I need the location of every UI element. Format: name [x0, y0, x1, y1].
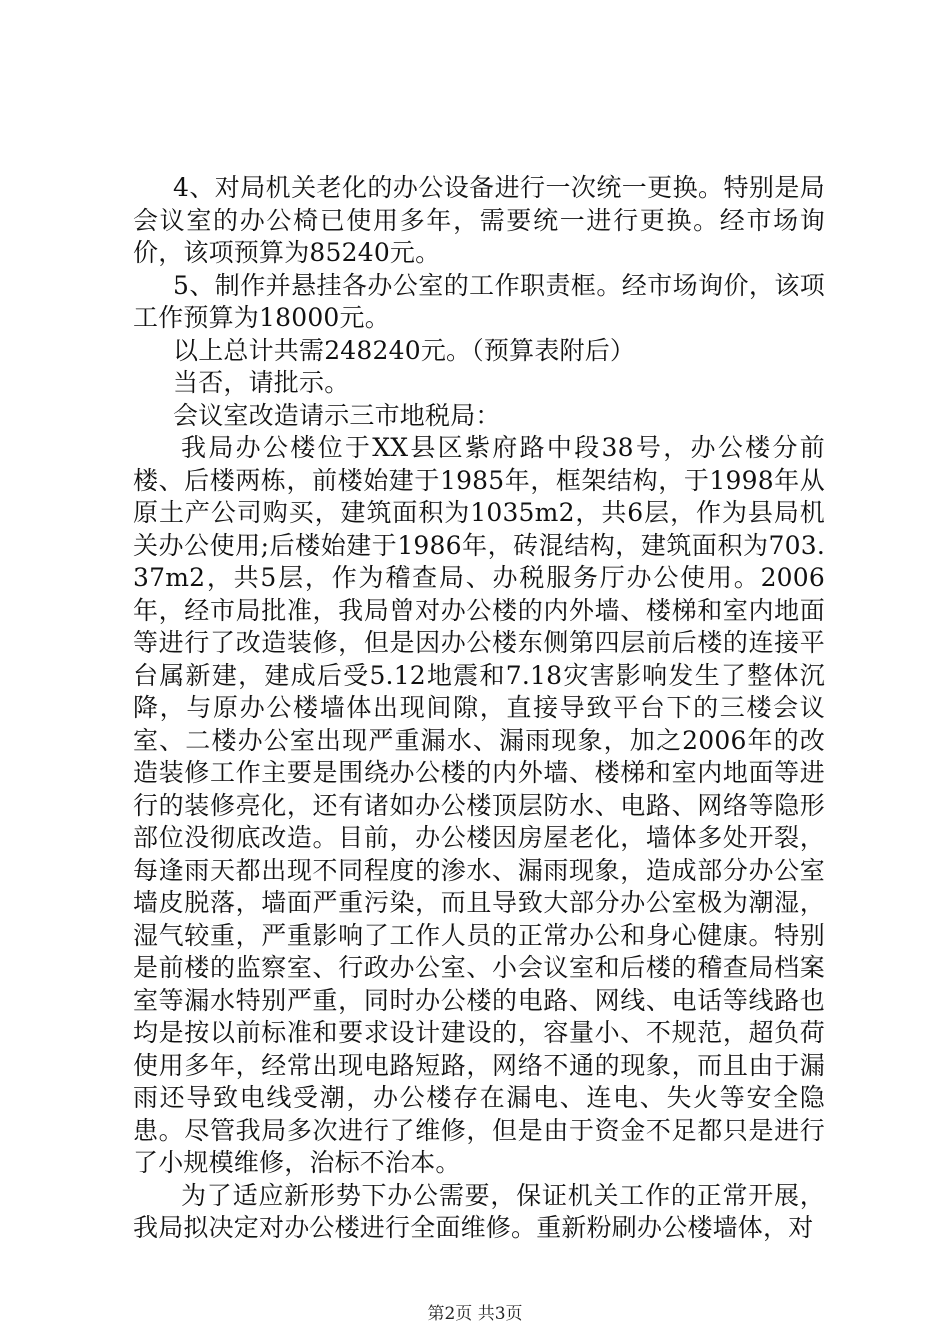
document-body	[133, 172, 825, 1245]
paragraph-building-situation: 我局办公楼位于XX县区紫府路中段38号，办公楼分前楼、后楼两栋，前楼始建于1985年，框架结构，于1998年从原土产公司购买，建筑面积为1035m2，共6层，作为县局机关办公使用;后楼始建于1986年，砖混结构，建筑面积为703.37m2，共5层，作为稽查局、办税服务厅办公使用。2006年，经市局批准，我局曾对办公楼的内外墙、楼梯和室内地面等进行了改造装修，但是因办公楼东侧第四层前后楼的连接平台属新建，建成后受5.12地震和7.18灾害影响发生了整体沉降，与原办公楼墙体出现间隙，直接导致平台下的三楼会议室、二楼办公室出现严重漏水、漏雨现象，加之2006年的改造装修工作主要是围绕办公楼的内外墙、楼梯和室内地面等进行的装修亮化，还有诸如办公楼顶层防水、电路、网络等隐形部位没彻底改造。目前，办公楼因房屋老化，墙体多处开裂，每逢雨天都出现不同程度的渗水、漏雨现象，造成部分办公室墙皮脱落，墙面严重污染，而且导致大部分办公室极为潮湿，湿气较重，严重影响了工作人员的正常办公和身心健康。特别是前楼的监察室、行政办公室、小会议室和后楼的稽查局档案室等漏水特别严重，同时办公楼的电路、网线、电话等线路也均是按以前标准和要求设计建设的，容量小、不规范，超负荷使用多年，经常出现电路短路，网络不通的现象，而且由于漏雨还导致电线受潮，办公楼存在漏电、连电、失火等安全隐患。尽管我局多次进行了维修，但是由于资金不足都只是进行了小规模维修，治标不治本。	[133, 433, 825, 1177]
paragraph-item-5: 5、制作并悬挂各办公室的工作职责框。经市场询价，该项工作预算为18000元。	[133, 270, 825, 332]
paragraph-new-request-heading: 会议室改造请示三市地税局：	[173, 400, 501, 430]
paragraph-request-approval: 当否，请批示。	[173, 368, 350, 397]
paragraph-renovation-plan: 为了适应新形势下办公需要，保证机关工作的正常开展，我局拟决定对办公楼进行全面维修。重新粉刷办公楼墙体，对	[133, 1180, 825, 1242]
paragraph-item-4: 4、对局机关老化的办公设备进行一次统一更换。特别是局会议室的办公椅已使用多年，需要统一进行更换。经市场询价，该项预算为85240元。	[133, 173, 825, 267]
paragraph-total: 以上总计共需248240元。（预算表附后）	[173, 335, 636, 365]
page-footer: 第2页 共3页	[427, 1304, 523, 1324]
